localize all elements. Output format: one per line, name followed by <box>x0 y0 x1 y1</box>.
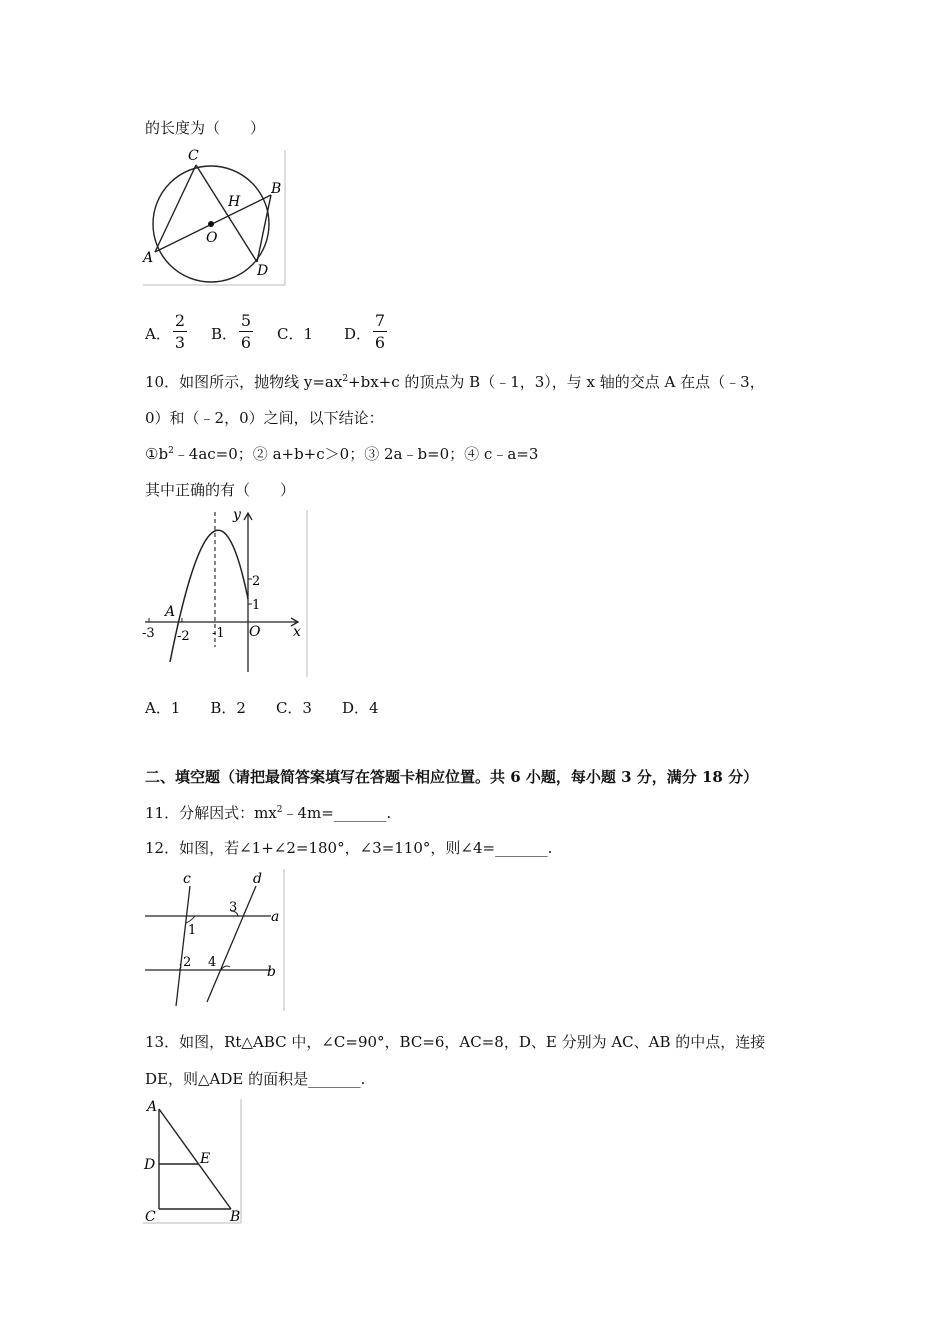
q9-label-A: A <box>143 250 154 266</box>
q9-option-a-denominator: 3 <box>174 333 186 352</box>
q13-line-2: DE，则△ADE 的面积是_______. <box>145 1070 366 1088</box>
q13-label-B: B <box>230 1209 241 1225</box>
q13-label-E: E <box>200 1151 211 1167</box>
q13-label-D: D <box>144 1157 156 1173</box>
q9-stem-tail: 的长度为（ ） <box>145 119 266 137</box>
q10-line-2: 0）和（﹣2，0）之间，以下结论： <box>145 409 384 427</box>
q10-conclusions <box>145 444 538 464</box>
q9-label-H: H <box>228 194 241 210</box>
q12-label-d: d <box>253 871 262 887</box>
q9-option-a-fraction <box>173 311 187 352</box>
q10-conclusions-post: ﹣4ac=0；② a+b+c＞0；③ 2a﹣b=0；④ c﹣a=3 <box>173 445 539 463</box>
q9-circle-figure <box>143 145 288 285</box>
q10-question: 其中正确的有（ ） <box>145 481 296 499</box>
q9-option-b-label: B． <box>211 325 238 343</box>
q10-label-2: 2 <box>252 574 261 589</box>
q10-parabola-figure <box>140 507 310 677</box>
q11-pre: 11．分解因式：mx <box>145 804 277 822</box>
q10-label-1: 1 <box>252 598 261 613</box>
q12-text: 12．如图，若∠1+∠2=180°，∠3=110°，则∠4=_______. <box>145 839 553 857</box>
q11-sup: 2 <box>276 805 283 815</box>
q13-label-C: C <box>145 1209 156 1225</box>
section-2-heading: 二、填空题（请把最简答案填写在答题卡相应位置。共 6 小题，每小题 3 分，满分 18 分） <box>145 768 759 786</box>
q11-post: ﹣4m=_______. <box>282 804 392 822</box>
q12-label-b: b <box>267 964 276 980</box>
q9-option-d-denominator: 6 <box>374 333 386 352</box>
q13-triangle-figure <box>143 1097 248 1225</box>
q12-label-3: 3 <box>229 900 238 915</box>
q13-line-1: 13．如图，Rt△ABC 中，∠C=90°，BC=6，AC=8，D、E 分别为 AC、AB 的中点，连接 <box>145 1033 766 1051</box>
q9-option-d-fraction <box>373 311 387 352</box>
q9-option-c: C．1 <box>277 325 314 343</box>
q9-option-b-numerator: 5 <box>240 311 252 330</box>
q10-label-O: O <box>249 624 261 640</box>
q10-label-x: x <box>293 624 301 640</box>
q9-option-b-denominator: 6 <box>240 333 252 352</box>
q10-line-1-post: +bx+c 的顶点为 B（﹣1，3），与 x 轴的交点 A 在点（﹣3， <box>348 373 765 391</box>
q10-line-1-sup: 2 <box>342 374 349 384</box>
q10-options: A．1 B．2 C．3 D．4 <box>145 699 379 717</box>
q9-label-O: O <box>206 230 218 246</box>
q10-line-1-pre: 10．如图所示，抛物线 y=ax <box>145 373 343 391</box>
q12-label-c: c <box>183 871 191 887</box>
q9-option-d-label: D． <box>344 325 372 343</box>
q10-conclusions-sup: 2 <box>168 446 174 456</box>
q12-label-1: 1 <box>188 923 197 938</box>
q9-option-b-fraction <box>239 311 253 352</box>
q10-conclusions-pre: ①b <box>145 445 169 463</box>
q10-line-1 <box>145 372 765 392</box>
q11-text <box>145 803 391 823</box>
q9-option-a-label: A． <box>145 325 171 343</box>
q12-parallel-lines-figure <box>143 866 288 1011</box>
q9-label-D: D <box>257 263 269 279</box>
q12-label-2: 2 <box>183 955 192 970</box>
q9-option-a-numerator: 2 <box>174 311 186 330</box>
q9-label-C: C <box>188 148 199 164</box>
q13-label-A: A <box>147 1099 158 1115</box>
q12-label-4: 4 <box>208 955 217 970</box>
q10-label-neg1: -1 <box>212 626 225 641</box>
q12-label-a: a <box>271 909 280 925</box>
q9-label-B: B <box>271 181 282 197</box>
q9-option-d-numerator: 7 <box>374 311 386 330</box>
q10-label-neg2: -2 <box>177 629 190 644</box>
q10-label-A: A <box>165 604 176 620</box>
q10-label-y: y <box>233 507 241 523</box>
q10-label-neg3: -3 <box>142 626 155 641</box>
